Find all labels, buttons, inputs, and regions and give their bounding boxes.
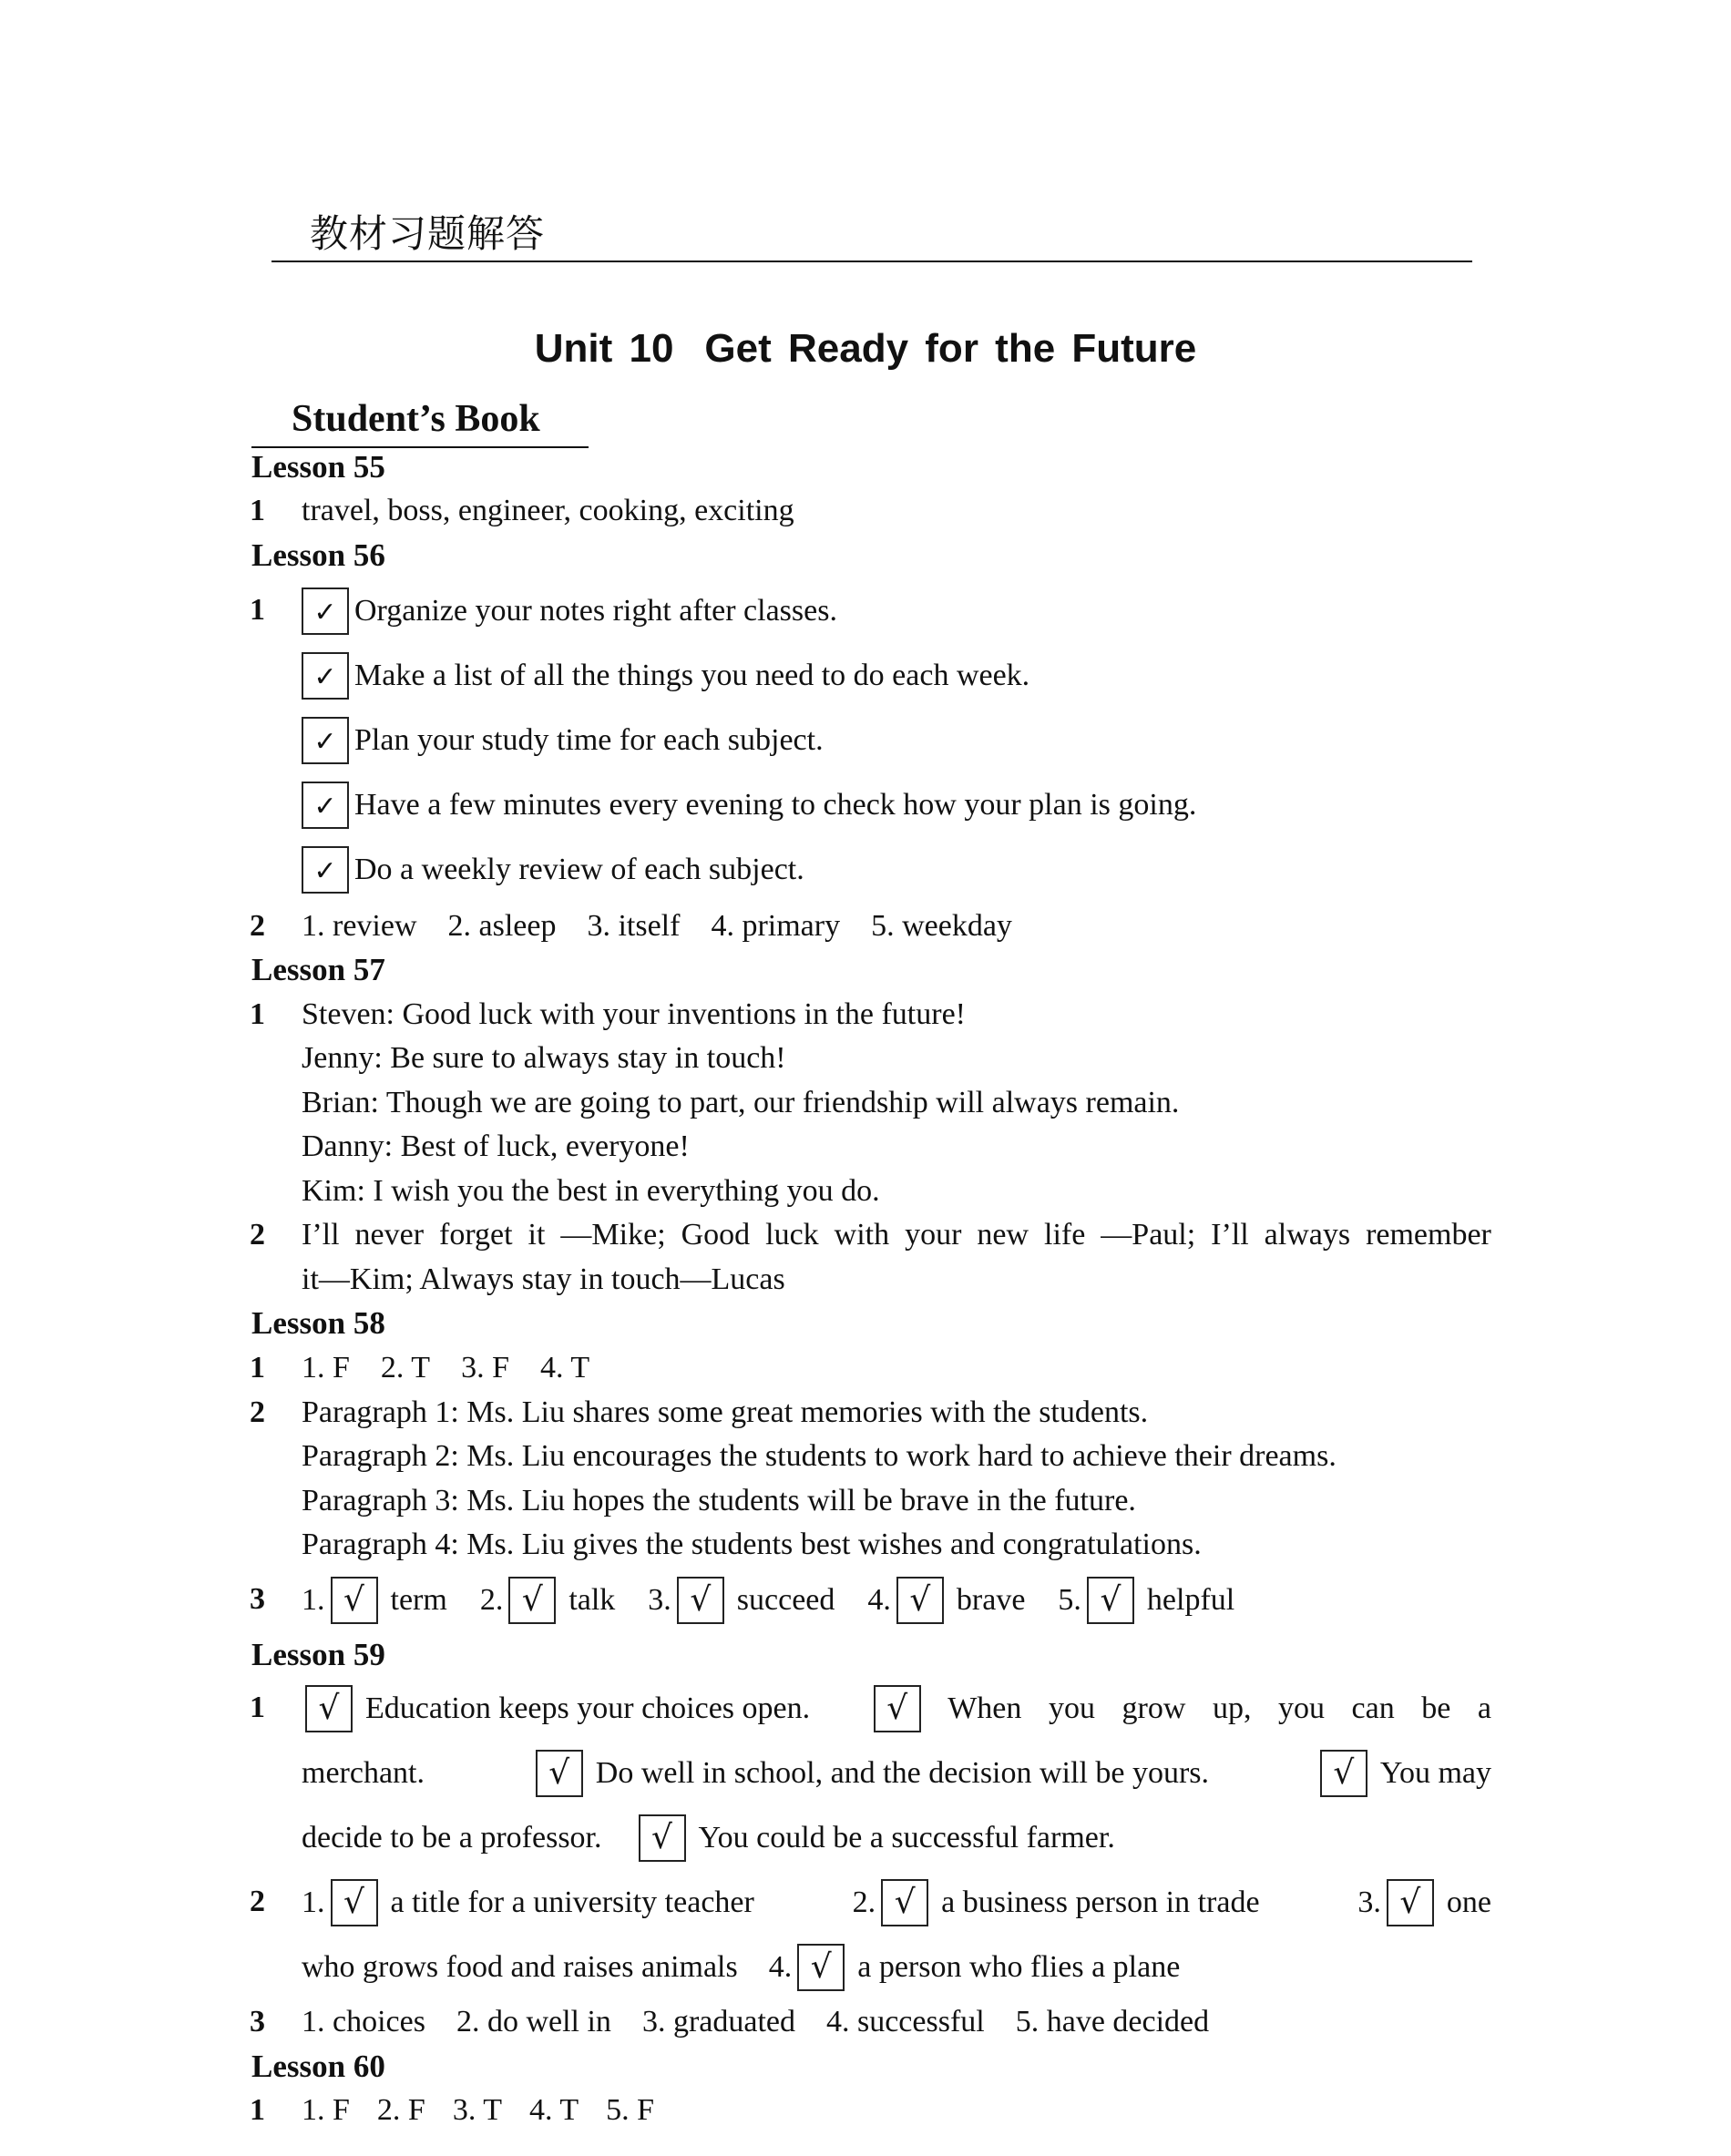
definition: a title for a university teacher xyxy=(390,1885,754,1919)
word: you xyxy=(1048,1691,1095,1725)
answer: 5. have decided xyxy=(1015,2005,1210,2038)
tick-answer xyxy=(648,1577,835,1624)
exercise-number: 2 xyxy=(250,1395,265,1429)
lesson-58-ex1 xyxy=(302,1351,589,1385)
dialogue-line: Brian: Though we are going to part, our friendship will always remain. xyxy=(302,1086,1180,1119)
tick-answer xyxy=(853,1879,1260,1926)
lesson-59-ex2-line1 xyxy=(302,1879,1491,1926)
word: I’ll xyxy=(1211,1218,1249,1252)
tick-box: √ xyxy=(536,1750,583,1797)
tick-answer xyxy=(769,1944,1181,1991)
tick-box: √ xyxy=(881,1879,928,1926)
tick-answer xyxy=(530,1750,1209,1797)
paragraph-line: Paragraph 4: Ms. Liu gives the students best wishes and congratulations. xyxy=(302,1528,1202,1561)
tick-answer xyxy=(1058,1577,1234,1624)
word: it xyxy=(527,1218,546,1252)
word: be xyxy=(1421,1691,1451,1725)
tick-answer xyxy=(302,1879,754,1926)
section-title: 教材习题解答 xyxy=(310,211,546,256)
word: talk xyxy=(568,1583,616,1617)
tick-answer xyxy=(302,1685,810,1732)
check-item xyxy=(302,717,824,764)
word: term xyxy=(390,1583,447,1617)
answer: 3. graduated xyxy=(641,2005,795,2038)
dialogue-line: Steven: Good luck with your inventions in the future! xyxy=(302,997,966,1031)
tick-answer xyxy=(1357,1879,1491,1926)
item-number: 1. xyxy=(302,1583,325,1617)
tick-box: √ xyxy=(331,1577,378,1624)
lesson-59-ex1-line2 xyxy=(302,1750,1491,1797)
lesson-60-ex1 xyxy=(302,2093,654,2128)
answer: 4. T xyxy=(529,2093,579,2127)
sentence: decide to be a professor. xyxy=(302,1821,602,1855)
paragraph-line: Paragraph 2: Ms. Liu encourages the students to work hard to achieve their dreams. xyxy=(302,1439,1337,1473)
dialogue-line: Danny: Best of luck, everyone! xyxy=(302,1129,690,1163)
tick-answer xyxy=(480,1577,615,1624)
lesson-57-title: Lesson 57 xyxy=(251,952,385,987)
lesson-59-ex3 xyxy=(302,2005,1209,2039)
exercise-number: 2 xyxy=(250,1885,265,1918)
answer: 5. weekday xyxy=(871,909,1012,943)
definition: who grows food and raises animals xyxy=(302,1950,738,1984)
exercise-number: 2 xyxy=(250,909,265,943)
lesson-59-ex1-line1 xyxy=(302,1685,1491,1732)
definition: one xyxy=(1446,1885,1491,1919)
answer: 1. F xyxy=(302,2093,350,2127)
word: can xyxy=(1351,1691,1395,1725)
word: brave xyxy=(956,1583,1026,1617)
item-number: 4. xyxy=(867,1583,891,1617)
tick-answer xyxy=(302,1577,447,1624)
check-text: Have a few minutes every evening to check how your plan is going. xyxy=(354,788,1197,822)
unit-name: Get Ready for the Future xyxy=(704,326,1197,371)
tick-box: √ xyxy=(639,1814,686,1862)
item-number: 1. xyxy=(302,1885,325,1919)
check-text: Make a list of all the things you need to do each week. xyxy=(354,659,1030,692)
check-item xyxy=(302,652,1029,700)
check-text: Plan your study time for each subject. xyxy=(354,723,824,757)
check-box: ✓ xyxy=(302,782,349,829)
paragraph-line: Paragraph 3: Ms. Liu hopes the students will be brave in the future. xyxy=(302,1484,1136,1517)
check-text: Do a weekly review of each subject. xyxy=(354,853,804,886)
tick-box: √ xyxy=(797,1944,845,1991)
answer: 5. F xyxy=(606,2093,655,2127)
item-number: 2. xyxy=(479,1583,504,1617)
answer: 4. T xyxy=(540,1351,590,1385)
check-box: ✓ xyxy=(302,652,349,700)
lesson-58-ex3 xyxy=(302,1577,1234,1624)
tick-box: √ xyxy=(331,1879,378,1926)
unit-number: Unit 10 xyxy=(534,326,674,371)
word: your xyxy=(905,1218,962,1252)
exercise-number: 1 xyxy=(250,2093,265,2127)
word: forget xyxy=(439,1218,513,1252)
answer: 4. primary xyxy=(711,909,841,943)
word: always xyxy=(1264,1218,1351,1252)
book-title-block xyxy=(251,397,589,448)
sentence: You could be a successful farmer. xyxy=(698,1821,1115,1855)
lesson-55-answer: travel, boss, engineer, cooking, exciting xyxy=(302,494,794,527)
tick-box: √ xyxy=(1320,1750,1367,1797)
lesson-58-title: Lesson 58 xyxy=(251,1305,385,1341)
word: When xyxy=(947,1691,1022,1725)
answer: 1. choices xyxy=(302,2005,425,2038)
tick-box: √ xyxy=(874,1685,921,1732)
paragraph-line: Paragraph 1: Ms. Liu shares some great memories with the students. xyxy=(302,1395,1149,1429)
lesson-57-ex2-line2: it—Kim; Always stay in touch—Lucas xyxy=(302,1262,785,1296)
check-item xyxy=(302,846,804,894)
lesson-56-ex2 xyxy=(302,909,1012,944)
word: never xyxy=(354,1218,425,1252)
exercise-number: 1 xyxy=(250,1691,265,1724)
sentence: You may xyxy=(1379,1756,1491,1790)
answer: 2. T xyxy=(380,1351,431,1385)
definition: a person who flies a plane xyxy=(857,1950,1181,1984)
word: I’ll xyxy=(302,1218,340,1252)
tick-box: √ xyxy=(305,1685,353,1732)
dialogue-line: Jenny: Be sure to always stay in touch! xyxy=(302,1041,786,1075)
tick-box: √ xyxy=(1087,1577,1134,1624)
item-number: 4. xyxy=(768,1950,793,1984)
tick-box: √ xyxy=(896,1577,944,1624)
dialogue-line: Kim: I wish you the best in everything you do. xyxy=(302,1174,880,1208)
tick-answer xyxy=(1315,1750,1491,1797)
lesson-60-title: Lesson 60 xyxy=(251,2049,385,2084)
book-title: Student’s Book xyxy=(292,398,540,440)
lesson-57-ex2-line1 xyxy=(302,1218,1491,1252)
lesson-59-title: Lesson 59 xyxy=(251,1637,385,1672)
unit-title xyxy=(0,326,1731,372)
answer: 1. review xyxy=(302,909,417,943)
lesson-59-ex1-line3 xyxy=(302,1814,1115,1862)
exercise-number: 1 xyxy=(250,1351,265,1385)
exercise-number: 3 xyxy=(250,1582,265,1616)
exercise-number: 1 xyxy=(250,494,265,527)
answer: 1. F xyxy=(302,1351,350,1385)
word: —Paul; xyxy=(1101,1218,1196,1252)
lesson-55-title: Lesson 55 xyxy=(251,449,385,485)
word: —Mike; xyxy=(560,1218,666,1252)
item-number: 5. xyxy=(1058,1583,1081,1617)
lesson-59-ex2-line2 xyxy=(302,1944,1180,1991)
exercise-number: 1 xyxy=(250,997,265,1031)
section-header xyxy=(271,206,1472,262)
check-item xyxy=(302,782,1196,829)
answer: 3. itself xyxy=(587,909,681,943)
answer: 3. T xyxy=(452,2093,502,2127)
definition: a business person in trade xyxy=(941,1885,1260,1919)
word: a xyxy=(1477,1691,1491,1725)
answer: 2. do well in xyxy=(456,2005,611,2038)
word: life xyxy=(1044,1218,1086,1252)
check-text: Organize your notes right after classes. xyxy=(354,594,837,628)
exercise-number: 2 xyxy=(250,1218,265,1252)
answer: 2. F xyxy=(376,2093,425,2127)
word: new xyxy=(977,1218,1029,1252)
answer: 4. successful xyxy=(825,2005,985,2038)
sentence: Do well in school, and the decision will be yours. xyxy=(595,1756,1210,1790)
exercise-number: 3 xyxy=(250,2005,265,2038)
word: merchant. xyxy=(302,1756,425,1790)
check-item xyxy=(302,588,837,635)
word: you xyxy=(1277,1691,1325,1725)
item-number: 3. xyxy=(1357,1885,1381,1919)
answer: 3. F xyxy=(461,1351,509,1385)
answer: 2. asleep xyxy=(447,909,557,943)
check-box: ✓ xyxy=(302,846,349,894)
tick-box: √ xyxy=(677,1577,724,1624)
tick-box: √ xyxy=(508,1577,556,1624)
item-number: 2. xyxy=(852,1885,876,1919)
tick-answer xyxy=(867,1577,1025,1624)
word: succeed xyxy=(736,1583,835,1617)
word: helpful xyxy=(1146,1583,1235,1617)
word: remember xyxy=(1366,1218,1491,1252)
lesson-56-title: Lesson 56 xyxy=(251,537,385,573)
word: Good xyxy=(681,1218,751,1252)
tick-answer xyxy=(633,1814,1115,1862)
word: with xyxy=(834,1218,890,1252)
word: grow xyxy=(1122,1691,1186,1725)
word: up, xyxy=(1212,1691,1252,1725)
sentence: Education keeps your choices open. xyxy=(365,1691,811,1725)
check-box: ✓ xyxy=(302,588,349,635)
tick-box: √ xyxy=(1387,1879,1434,1926)
word: luck xyxy=(765,1218,819,1252)
check-box: ✓ xyxy=(302,717,349,764)
item-number: 3. xyxy=(648,1583,671,1617)
exercise-number: 1 xyxy=(250,593,265,627)
